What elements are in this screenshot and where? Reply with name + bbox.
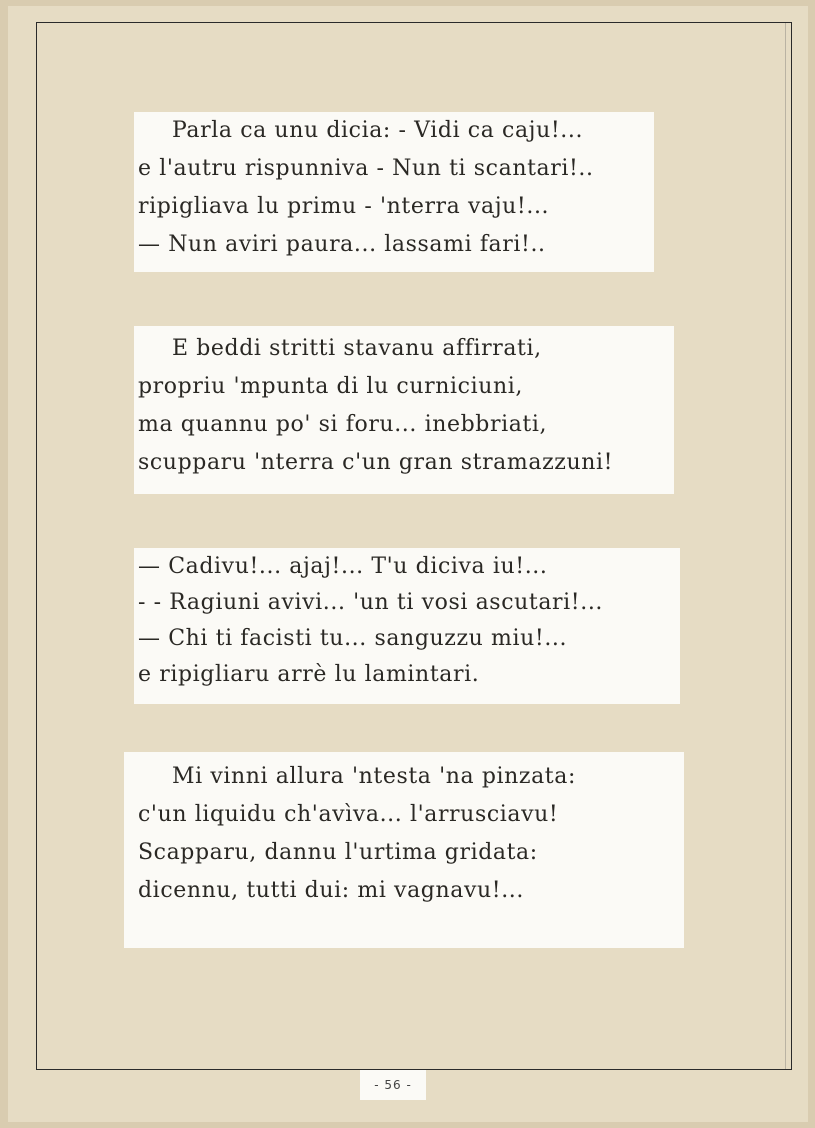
stanza-line: — Cadivu!... ajaj!... T'u diciva iu!... <box>138 554 548 579</box>
stanza-line: ripigliava lu primu - 'nterra vaju!... <box>138 194 550 219</box>
stanza-line: e l'autru rispunniva - Nun ti scantari!.. <box>138 156 594 181</box>
stanza-line: e ripigliaru arrè lu lamintari. <box>138 662 480 687</box>
stanza-line: Parla ca unu dicia: - Vidi ca caju!... <box>172 118 584 143</box>
stanza-line: Mi vinni allura 'ntesta 'na pinzata: <box>172 764 576 789</box>
stanza-line: propriu 'mpunta di lu curniciuni, <box>138 374 523 399</box>
stanza-2 <box>134 326 674 494</box>
stanza-line: Scapparu, dannu l'urtima gridata: <box>138 840 538 865</box>
stanza-3 <box>134 548 680 704</box>
page-number: - 56 - <box>360 1070 426 1100</box>
stanza-1 <box>134 112 654 272</box>
stanza-line: dicennu, tutti dui: mi vagnavu!... <box>138 878 524 903</box>
stanza-4 <box>124 752 684 948</box>
frame-inner-line <box>785 23 786 1069</box>
stanza-line: — Nun aviri paura... lassami fari!.. <box>138 232 546 257</box>
stanza-line: E beddi stritti stavanu affirrati, <box>172 336 542 361</box>
stanza-line: c'un liquidu ch'avìva... l'arrusciavu! <box>138 802 559 827</box>
stanza-line: — Chi ti facisti tu... sanguzzu miu!... <box>138 626 568 651</box>
stanza-line: scupparu 'nterra c'un gran stramazzuni! <box>138 450 614 475</box>
stanza-line: - - Ragiuni avivi... 'un ti vosi ascutari!... <box>138 590 604 615</box>
stanza-line: ma quannu po' si foru... inebbriati, <box>138 412 548 437</box>
